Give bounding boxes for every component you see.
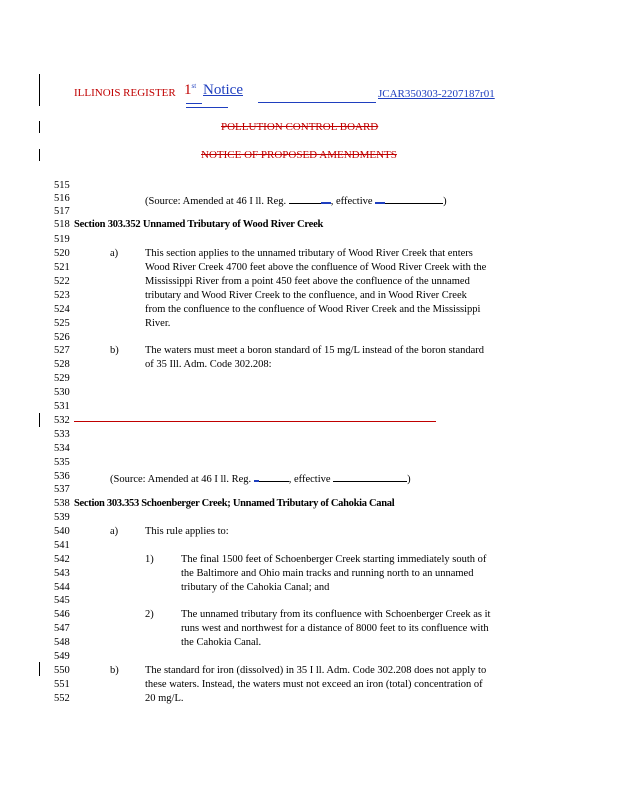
section-352-a-line: tributary and Wood River Creek to the confluence, and in Wood River Creek: [145, 290, 467, 301]
notice-underline-2: [186, 107, 228, 108]
item-label-1: 1): [145, 554, 154, 565]
line-number: 538: [54, 498, 70, 509]
source-note-1: [145, 192, 447, 209]
item-label-2: 2): [145, 609, 154, 620]
section-352-a-line: River.: [145, 318, 171, 329]
section-352-a-line: This section applies to the unnamed tributary of Wood River Creek that enters: [145, 248, 473, 259]
board-name: POLLUTION CONTROL BOARD: [221, 121, 379, 133]
item-label-b: b): [110, 345, 119, 356]
jcar-id: JCAR350303-2207187r01: [378, 88, 495, 100]
header-rule: [258, 102, 376, 103]
deletion-rule: [74, 421, 436, 422]
line-number: 523: [54, 290, 70, 301]
change-bar: [39, 149, 40, 161]
source-close: ): [443, 196, 447, 207]
page-number-suffix: st: [191, 82, 197, 90]
line-number: 547: [54, 623, 70, 634]
revision-mark: [321, 192, 331, 204]
page-number: [184, 82, 196, 99]
source-effective: , effective: [330, 196, 376, 207]
revision-mark: [375, 192, 385, 204]
section-353-2-line: runs west and northwest for a distance of 8000 feet to its confluence with: [181, 623, 489, 634]
section-352-a-line: Mississippi River from a point 450 feet above the confluence of the unnamed: [145, 276, 470, 287]
line-number: 540: [54, 526, 70, 537]
line-number: 542: [54, 554, 70, 565]
section-353-heading: Section 303.353 Schoenberger Creek; Unnamed Tributary of Cahokia Canal: [74, 498, 395, 509]
line-number: 516: [54, 193, 70, 204]
effective-blank: [385, 193, 443, 204]
reg-blank: [289, 193, 321, 204]
line-number: 529: [54, 373, 70, 384]
notice-label: Notice: [203, 82, 243, 98]
effective-blank: [333, 471, 407, 482]
section-353-a-text: This rule applies to:: [145, 526, 229, 537]
change-bar: [39, 413, 40, 427]
line-number: 524: [54, 304, 70, 315]
section-352-heading: Section 303.352 Unnamed Tributary of Wood River Creek: [74, 219, 324, 230]
line-number: 517: [54, 206, 70, 217]
line-number: 535: [54, 457, 70, 468]
change-bar: [39, 74, 40, 106]
line-number: 528: [54, 359, 70, 370]
line-number: 548: [54, 637, 70, 648]
change-bar: [39, 121, 40, 133]
section-352-a-line: from the confluence to the confluence of Wood River Creek and the Mississippi: [145, 304, 481, 315]
section-352-a-line: Wood River Creek 4700 feet above the confluence of Wood River Creek with the: [145, 262, 487, 273]
source-close: ): [407, 474, 411, 485]
line-number: 527: [54, 345, 70, 356]
line-number: 526: [54, 332, 70, 343]
line-number: 545: [54, 595, 70, 606]
line-number: 536: [54, 471, 70, 482]
line-number: 525: [54, 318, 70, 329]
source-prefix: (Source: Amended at 46 I ll. Reg.: [110, 474, 254, 485]
line-number: 521: [54, 262, 70, 273]
line-number: 519: [54, 234, 70, 245]
line-number: 515: [54, 180, 70, 191]
section-353-b-line: The standard for iron (dissolved) in 35 I ll. Adm. Code 302.208 does not apply to: [145, 665, 487, 676]
line-number: 551: [54, 679, 70, 690]
line-number: 518: [54, 219, 70, 230]
section-353-2-line: the Cahokia Canal.: [181, 637, 262, 648]
page-number-value: 1: [184, 82, 192, 98]
register-title: ILLINOIS REGISTER: [74, 87, 176, 99]
section-353-b-line: 20 mg/L.: [145, 693, 184, 704]
source-note-2: [110, 470, 411, 487]
item-label-b: b): [110, 665, 119, 676]
line-number: 532: [54, 415, 70, 426]
line-number: 550: [54, 665, 70, 676]
section-353-1-line: The final 1500 feet of Schoenberger Creek starting immediately south of: [181, 554, 487, 565]
line-number: 530: [54, 387, 70, 398]
change-bar: [39, 662, 40, 676]
section-353-2-line: The unnamed tributary from its confluence with Schoenberger Creek as it: [181, 609, 491, 620]
source-effective: , effective: [288, 474, 334, 485]
line-number: 552: [54, 693, 70, 704]
item-label-a: a): [110, 248, 119, 259]
notice-title: NOTICE OF PROPOSED AMENDMENTS: [201, 149, 397, 161]
section-353-b-line: these waters. Instead, the waters must not exceed an iron (total) concentration of: [145, 679, 483, 690]
section-353-1-line: the Baltimore and Ohio main tracks and running north to an unnamed: [181, 568, 474, 579]
line-number: 522: [54, 276, 70, 287]
line-number: 533: [54, 429, 70, 440]
section-353-1-line: tributary of the Cahokia Canal; and: [181, 582, 330, 593]
line-number: 544: [54, 582, 70, 593]
source-prefix: (Source: Amended at 46 I ll. Reg.: [145, 196, 289, 207]
line-number: 543: [54, 568, 70, 579]
item-label-a: a): [110, 526, 119, 537]
notice-underline-1: [186, 103, 202, 104]
line-number: 539: [54, 512, 70, 523]
line-number: 531: [54, 401, 70, 412]
line-number: 520: [54, 248, 70, 259]
reg-blank: [259, 471, 289, 482]
line-number: 534: [54, 443, 70, 454]
line-number: 549: [54, 651, 70, 662]
section-352-b-line: of 35 Ill. Adm. Code 302.208:: [145, 359, 272, 370]
section-352-b-line: The waters must meet a boron standard of 15 mg/L instead of the boron standard: [145, 345, 485, 356]
line-number: 546: [54, 609, 70, 620]
line-number: 537: [54, 484, 70, 495]
line-number: 541: [54, 540, 70, 551]
